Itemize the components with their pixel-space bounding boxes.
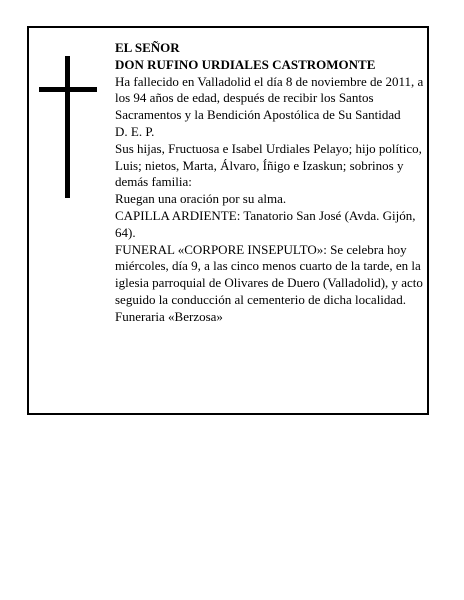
chapel-info: CAPILLA ARDIENTE: Tanatorio San José (Avda. Gijón, 64). [115, 207, 416, 240]
notice-title: EL SEÑOR [115, 40, 180, 55]
death-announcement: Ha fallecido en Valladolid el día 8 de noviembre de 2011, a los 94 años de edad, después de recibir los Santos Sacramentos y la Bendición Apostólica de Su Santidad [115, 73, 424, 123]
funeral-info: FUNERAL «CORPORE INSEPULTO»: Se celebra hoy miércoles, día 9, a las cinco menos cuarto de la tarde, en la iglesia parroquial de Olivares de Duero (Valladolid), y acto seguido la conducción al cementerio de dicha localidad. [115, 241, 423, 307]
cross-icon [39, 56, 97, 198]
cross-horizontal-bar [39, 87, 97, 92]
dep-line: D. E. P. [115, 123, 155, 139]
funeral-home: Funeraria «Berzosa» [115, 308, 223, 324]
obituary-text [115, 40, 427, 326]
deceased-name: DON RUFINO URDIALES CASTROMONTE [115, 56, 376, 72]
prayer-request: Ruegan una oración por su alma. [115, 191, 287, 207]
obituary-notice [27, 26, 429, 415]
cross-vertical-bar [65, 56, 70, 198]
family-list: Sus hijas, Fructuosa e Isabel Urdiales Pelayo; hijo político, Luis; nietos, Marta, Álvaro, Íñigo e Izaskun; sobrinos y demás familia: [115, 140, 422, 190]
